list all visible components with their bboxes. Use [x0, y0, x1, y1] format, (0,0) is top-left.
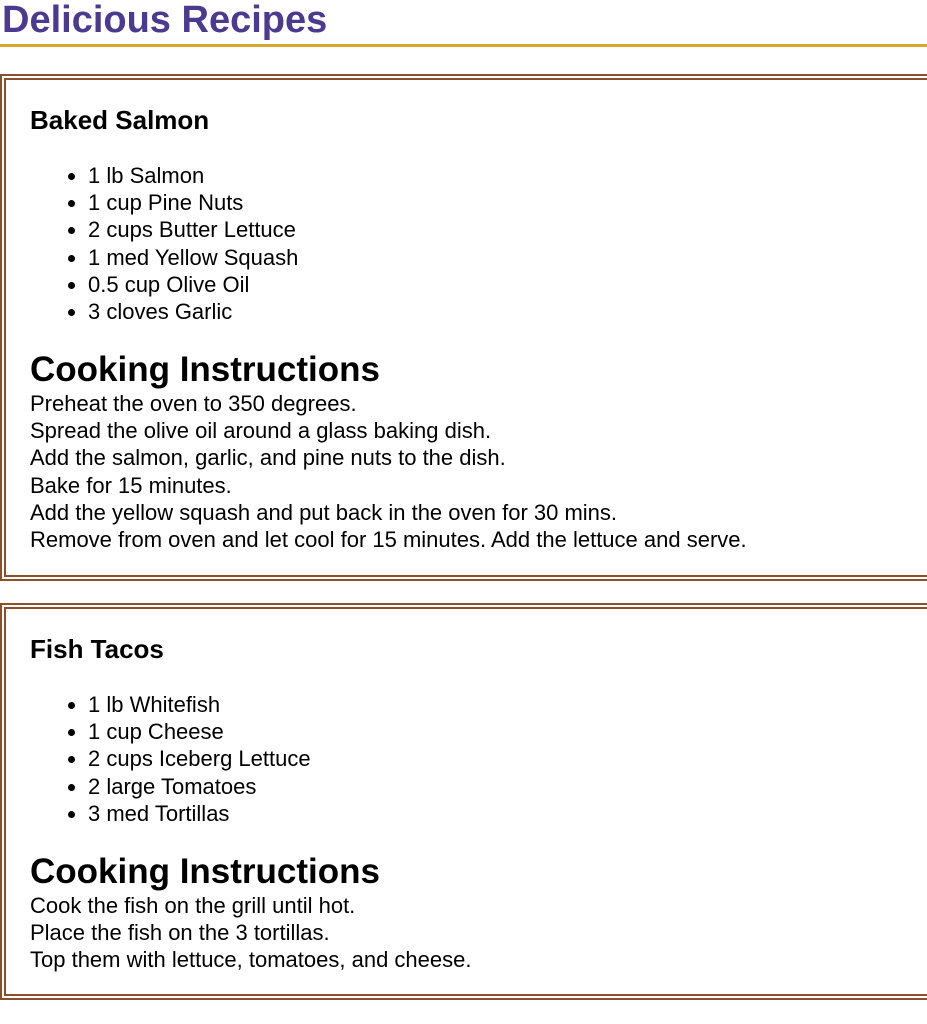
- ingredient-item: • 1 lb Salmon: [88, 162, 298, 189]
- instruction-line: Add the salmon, garlic, and pine nuts to the dish.: [30, 445, 506, 471]
- ingredient-item: • 1 cup Cheese: [88, 718, 311, 745]
- instruction-line: Spread the olive oil around a glass baking dish.: [30, 418, 492, 444]
- ingredient-item: • 2 large Tomatoes: [88, 773, 311, 800]
- ingredient-item: • 3 cloves Garlic: [88, 298, 298, 325]
- instruction-line: Place the fish on the 3 tortillas.: [30, 920, 330, 946]
- recipe-title: Baked Salmon: [30, 105, 210, 135]
- ingredient-item: • 2 cups Butter Lettuce: [88, 216, 298, 243]
- instruction-line: Cook the fish on the grill until hot.: [30, 893, 356, 918]
- instructions-text: [30, 892, 471, 974]
- ingredient-list: [30, 691, 311, 827]
- page-title: Delicious Recipes: [0, 0, 927, 47]
- ingredient-item: • 1 med Yellow Squash: [88, 244, 298, 271]
- instructions-heading: Cooking Instructions: [30, 350, 380, 389]
- ingredient-list: [30, 162, 298, 325]
- ingredient-item: • 1 cup Pine Nuts: [88, 189, 298, 216]
- ingredient-item: • 0.5 cup Olive Oil: [88, 271, 298, 298]
- ingredient-item: • 3 med Tortillas: [88, 800, 311, 827]
- recipe-card-baked-salmon: [0, 74, 927, 581]
- ingredient-item: • 2 cups Iceberg Lettuce: [88, 745, 311, 772]
- instruction-line: Top them with lettuce, tomatoes, and cheese.: [30, 947, 472, 973]
- instructions-text: [30, 390, 747, 553]
- instructions-heading: Cooking Instructions: [30, 852, 380, 891]
- recipe-card-fish-tacos: [0, 603, 927, 1000]
- instruction-line: Preheat the oven to 350 degrees.: [30, 391, 357, 416]
- instruction-line: Remove from oven and let cool for 15 minutes. Add the lettuce and serve.: [30, 527, 747, 553]
- recipe-title: Fish Tacos: [30, 634, 164, 664]
- instruction-line: Bake for 15 minutes.: [30, 472, 232, 498]
- ingredient-item: • 1 lb Whitefish: [88, 691, 311, 718]
- instruction-line: Add the yellow squash and put back in the oven for 30 mins.: [30, 499, 618, 525]
